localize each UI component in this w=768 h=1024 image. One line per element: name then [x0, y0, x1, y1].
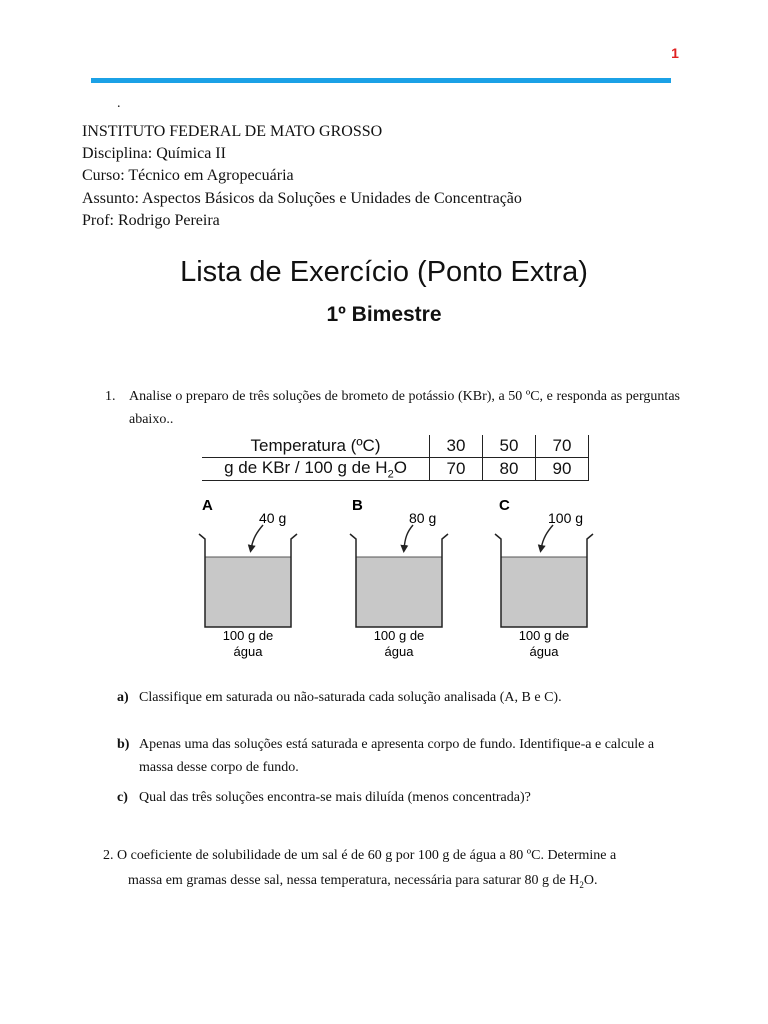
water-label-line2: água: [529, 644, 559, 659]
table-row-label-end: O: [393, 458, 407, 477]
question-1-option-c: [117, 786, 682, 809]
option-letter: c): [117, 790, 128, 805]
table-row-label: Temperatura (ºC): [202, 435, 430, 458]
option-text: Apenas uma das soluções está saturada e apresenta corpo de fundo. Identifique-a e calcule a massa desse corpo de fundo.: [139, 737, 655, 775]
professor-line: Prof: Rodrigo Pereira: [82, 211, 220, 229]
solubility-table: [202, 435, 589, 481]
header-rule: [91, 78, 671, 83]
option-text: Qual das três soluções encontra-se mais diluída (menos concentrada)?: [139, 790, 531, 805]
question-1-text: Analise o preparo de três soluções de brometo de potássio (KBr), a 50 ºC, e responda as perguntas abaixo..: [129, 389, 680, 427]
arrow-icon: [251, 525, 263, 549]
table-cell: 50: [483, 435, 536, 458]
discipline-line: Disciplina: Química II: [82, 145, 226, 163]
document-subtitle: 1º Bimestre: [326, 303, 442, 326]
document-header: [82, 121, 522, 232]
header-dot: .: [117, 96, 121, 111]
beaker-mass-label: 40 g: [259, 510, 287, 526]
water-label-line1: 100 g de: [222, 628, 274, 643]
table-row-label-main: g de KBr / 100 g de H: [224, 458, 388, 477]
table-row: [202, 435, 589, 458]
solution-fill: [356, 557, 442, 627]
beaker-mass-label: 80 g: [409, 510, 437, 526]
option-letter: b): [117, 737, 130, 752]
beaker-b: [350, 497, 448, 659]
beaker-label: B: [352, 497, 363, 514]
table-cell: 70: [536, 435, 589, 458]
question-2-subscript: 2: [579, 879, 584, 890]
question-2-line1: 2. O coeficiente de solubilidade de um sal é de 60 g por 100 g de água a 80 ºC. Determine a: [103, 848, 617, 863]
question-2-line2-main: massa em gramas desse sal, nessa temperatura, necessária para saturar 80 g de H: [128, 873, 580, 888]
arrow-icon: [541, 525, 553, 549]
question-1-number: 1.: [105, 389, 116, 404]
option-text: Classifique em saturada ou não-saturada cada solução analisada (A, B e C).: [139, 690, 562, 705]
institution-name: INSTITUTO FEDERAL DE MATO GROSSO: [82, 123, 383, 140]
document-title: Lista de Exercício (Ponto Extra): [180, 256, 588, 288]
beaker-c: [495, 497, 593, 659]
water-label-line1: 100 g de: [373, 628, 425, 643]
page-number: 1: [671, 45, 679, 61]
table-row-label-subscript: 2: [387, 468, 394, 481]
beaker-label: A: [202, 497, 213, 514]
beaker-label: C: [499, 497, 510, 514]
arrow-icon: [404, 525, 413, 549]
table-cell: 70: [430, 458, 483, 481]
question-2-line2: [103, 868, 680, 898]
water-label-line2: água: [384, 644, 414, 659]
beaker-a: [199, 497, 297, 659]
beakers-figure: [195, 492, 595, 667]
table-row: [202, 458, 589, 481]
subject-line: Assunto: Aspectos Básicos da Soluções e Unidades de Concentração: [82, 189, 522, 207]
question-2-line2-end: O.: [583, 873, 598, 888]
solution-fill: [501, 557, 587, 627]
table-cell: 90: [536, 458, 589, 481]
table-row-label: [202, 458, 430, 481]
option-letter: a): [117, 690, 129, 705]
question-2: [103, 843, 680, 898]
question-1: [105, 385, 680, 431]
water-label-line2: água: [233, 644, 263, 659]
table-cell: 30: [430, 435, 483, 458]
question-1-option-a: [117, 686, 682, 709]
solution-fill: [205, 557, 291, 627]
course-line: Curso: Técnico em Agropecuária: [82, 167, 294, 185]
beaker-mass-label: 100 g: [548, 510, 584, 526]
table-cell: 80: [483, 458, 536, 481]
water-label-line1: 100 g de: [518, 628, 570, 643]
question-1-option-b: [117, 733, 682, 779]
